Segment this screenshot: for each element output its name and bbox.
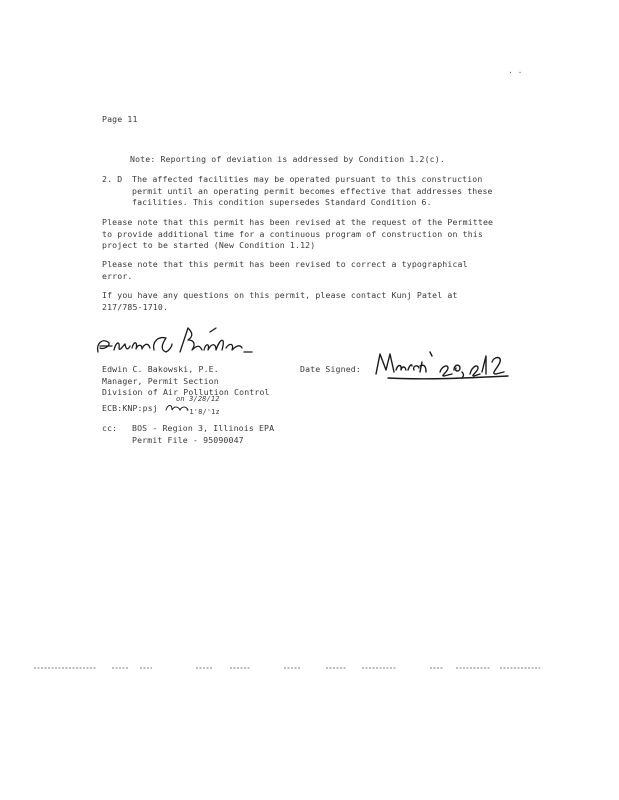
- initials-line: ECB:KNP:psj: [102, 403, 158, 413]
- date-signed-label: Date Signed:: [300, 364, 361, 374]
- cc-line-2: Permit File - 95090047: [132, 434, 244, 445]
- typo-line-1: Please note that this permit has been revised to correct a typographical: [102, 259, 468, 269]
- typo-line-2: error.: [102, 270, 133, 281]
- initials-handwritten-suffix: '1'8/'1z: [185, 408, 220, 416]
- revised-time-line-1: Please note that this permit has been revised at the request of the Permittee: [102, 217, 494, 227]
- cc-label: cc:: [102, 423, 118, 433]
- signer-division: Division of Air Pollution Control: [102, 387, 270, 398]
- contact-line-2: 217/785-1710.: [102, 301, 169, 312]
- signer-title: Manager, Permit Section: [102, 375, 219, 386]
- handwritten-date-image: [368, 348, 518, 382]
- signature-image: [92, 322, 262, 362]
- item-number: 2. D: [102, 174, 123, 184]
- item-line-3: facilities. This condition supersedes Standard Condition 6.: [132, 197, 432, 208]
- item-line-1: The affected facilities may be operated pursuant to this construction: [132, 174, 483, 184]
- cc-line-1: BOS - Region 3, Illinois EPA: [132, 423, 275, 433]
- corner-mark: . .: [508, 66, 523, 75]
- contact-line-1: If you have any questions on this permit, please contact Kunj Patel at: [102, 290, 458, 300]
- note-line: Note: Reporting of deviation is addressed by Condition 1.2(c).: [130, 154, 445, 164]
- revised-time-line-2: to provide additional time for a continuous program of construction on this: [102, 228, 483, 239]
- revised-time-line-3: project to be started (New Condition 1.12): [102, 240, 316, 251]
- item-line-2: permit until an operating permit becomes effective that addresses these: [132, 185, 493, 196]
- page-label: Page 11: [102, 114, 138, 124]
- scan-artifact-line: [0, 662, 619, 674]
- signer-name: Edwin C. Bakowski, P.E.: [102, 364, 219, 374]
- initials-annotation: on 3/28/12: [176, 395, 220, 403]
- initials-scribble-image: [164, 400, 192, 414]
